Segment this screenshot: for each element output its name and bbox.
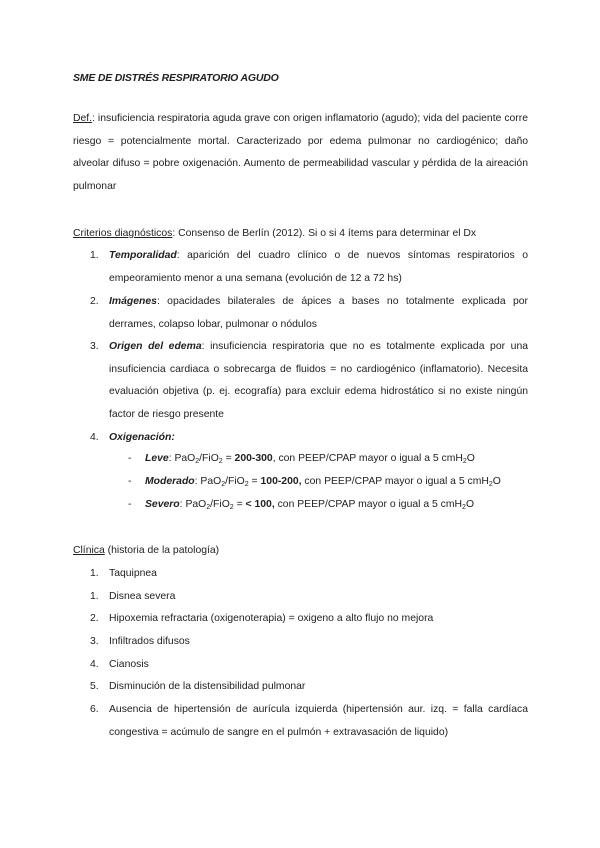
- criteria-term: Imágenes: [109, 296, 157, 307]
- list-number: 1.: [90, 591, 99, 602]
- list-number: 3.: [90, 341, 99, 352]
- definition-paragraph: [73, 108, 528, 198]
- criteria-term: Origen del edema: [109, 341, 202, 352]
- equals: =: [222, 453, 235, 464]
- clinic-text: Infiltrados difusos: [109, 636, 190, 647]
- criteria-text: : insuficiencia respiratoria que no es totalmente explicada por una insuficiencia cardiaca o sobrecarga de fluidos = no cardiogénico (inflamatorio). Necesita evaluación objetiva (p. ej. ecografía) para excluir edema hidrostático si no existe ningún factor de riesgo presente: [109, 341, 528, 420]
- clinic-heading: [73, 545, 219, 556]
- clinic-text: Disminución de la distensibilidad pulmonar: [109, 681, 306, 692]
- ratio-range: < 100,: [245, 499, 275, 510]
- fio-text: /FiO: [210, 499, 230, 510]
- list-number: 4.: [90, 659, 99, 670]
- fio-text: /FiO: [225, 476, 245, 487]
- fio-text: /FiO: [199, 453, 219, 464]
- ratio-prefix: : PaO: [194, 476, 222, 487]
- criteria-text: : aparición del cuadro clínico o de nuevos síntomas respiratorios o empeoramiento menor a una semana (evolución de 12 a 72 hs): [109, 250, 528, 284]
- ratio-range: 200-300: [234, 453, 273, 464]
- criteria-heading: [73, 228, 476, 239]
- subscript: 2: [462, 504, 466, 511]
- criteria-item: [90, 245, 528, 291]
- equals: =: [248, 476, 261, 487]
- peep-text: con PEEP/CPAP mayor o igual a 5 cmH: [274, 499, 463, 510]
- dash-marker: -: [128, 499, 132, 510]
- subscript: 2: [244, 481, 249, 488]
- severity-level: Severo: [145, 499, 180, 510]
- list-number: 3.: [90, 636, 99, 647]
- criteria-intro: : Consenso de Berlín (2012). Si o si 4 ítems para determinar el Dx: [172, 228, 477, 239]
- ratio-prefix: : PaO: [179, 499, 207, 510]
- clinic-intro: (historia de la patología): [104, 545, 220, 556]
- list-number: 1.: [90, 250, 99, 261]
- definition-text: : insuficiencia respiratoria aguda grave con origen inflamatorio (agudo); vida del paciente corre riesgo = potencialmente mortal. Caracterizado por edema pulmonar no cardiogénico; daño alveolar difuso = pobre oxigenación. Aumento de permeabilidad vascular y pérdida de la aireación pulmonar: [73, 113, 528, 192]
- clinic-text: Ausencia de hipertensión de aurícula izquierda (hipertensión aur. izq. = falla cardíaca congestiva = acúmulo de sangre en el pulmón + extravasación de liquido): [109, 704, 528, 738]
- criteria-label: Criterios diagnósticos: [73, 228, 173, 239]
- ratio-range: 100-200,: [260, 476, 302, 487]
- list-number: 4.: [90, 432, 99, 443]
- criteria-item: [90, 427, 528, 450]
- clinic-label: Clínica: [73, 545, 105, 556]
- criteria-text: : opacidades bilaterales de ápices a bases no totalmente explicada por derrames, colapso lobar, pulmonar o nódulos: [109, 296, 528, 330]
- subscript: 2: [221, 481, 226, 488]
- subscript: 2: [195, 458, 200, 465]
- clinic-text: Disnea severa: [109, 591, 176, 602]
- list-number: 1.: [90, 568, 99, 579]
- criteria-term: Oxigenación: [109, 432, 172, 443]
- list-number: 2.: [90, 296, 99, 307]
- subscript: 2: [218, 458, 223, 465]
- subscript: 2: [462, 458, 467, 465]
- criteria-item: [90, 291, 528, 337]
- dash-marker: -: [128, 453, 132, 464]
- subscript: 2: [206, 504, 211, 511]
- definition-label: Def.: [73, 113, 93, 124]
- criteria-item: [90, 336, 528, 428]
- criteria-text: :: [171, 432, 175, 443]
- unit-end: O: [492, 476, 501, 487]
- peep-text: , con PEEP/CPAP mayor o igual a 5 cmH: [272, 453, 463, 464]
- list-number: 2.: [90, 613, 99, 624]
- peep-text: con PEEP/CPAP mayor o igual a 5 cmH: [301, 476, 489, 487]
- list-number: 6.: [90, 704, 99, 715]
- unit-end: O: [465, 499, 475, 510]
- criteria-term: Temporalidad: [109, 250, 177, 261]
- document-title: SME DE DISTRÉS RESPIRATORIO AGUDO: [73, 72, 279, 84]
- ratio-prefix: : PaO: [168, 453, 196, 464]
- equals: =: [233, 499, 246, 510]
- severity-level: Moderado: [145, 476, 195, 487]
- subscript: 2: [229, 504, 234, 511]
- dash-marker: -: [128, 476, 132, 487]
- clinic-text: Taquipnea: [109, 568, 157, 579]
- clinic-text: Cianosis: [109, 659, 149, 670]
- clinic-text: Hipoxemia refractaria (oxigenoterapia) = oxigeno a alto flujo no mejora: [109, 613, 434, 624]
- severity-level: Leve: [145, 453, 169, 464]
- unit-end: O: [466, 453, 475, 464]
- list-number: 5.: [90, 681, 99, 692]
- subscript: 2: [488, 481, 493, 488]
